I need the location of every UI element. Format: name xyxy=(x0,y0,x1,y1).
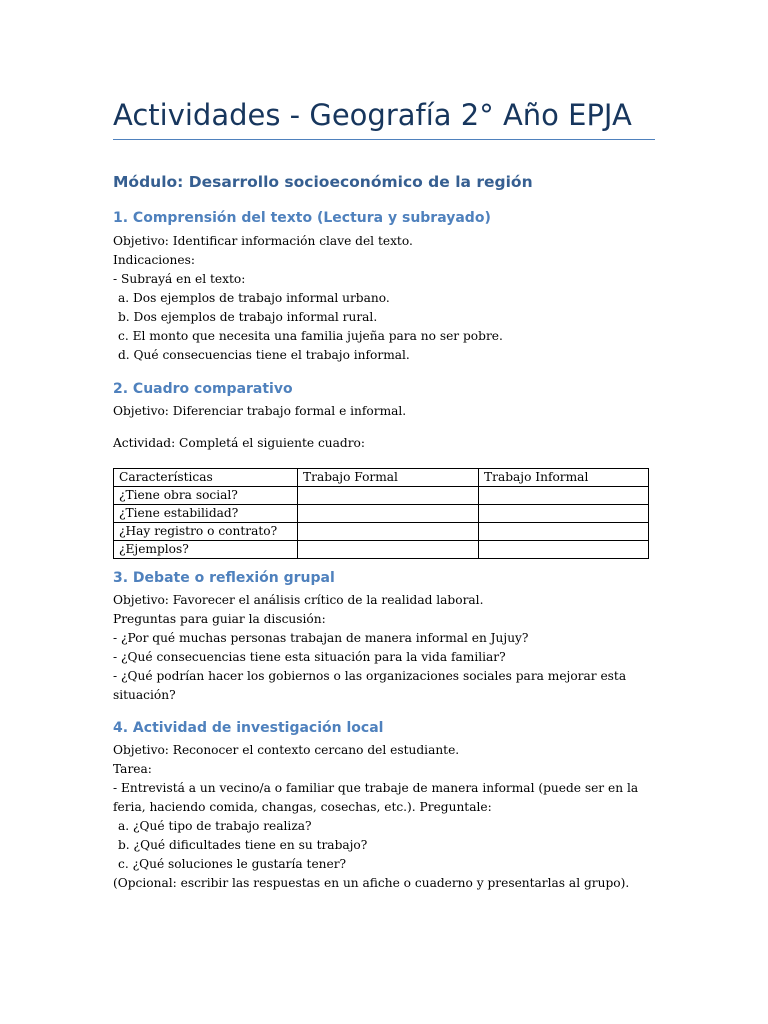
s1-line: b. Dos ejemplos de trabajo informal rural. xyxy=(118,310,378,324)
table-cell: ¿Tiene estabilidad? xyxy=(114,505,298,523)
s3-line: - ¿Por qué muchas personas trabajan de manera informal en Jujuy? xyxy=(113,631,529,645)
table-cell xyxy=(298,541,479,559)
s4-line: Tarea: xyxy=(113,762,152,776)
section-1-heading: 1. Comprensión del texto (Lectura y subrayado) xyxy=(113,210,491,226)
section-2-activity xyxy=(113,434,655,453)
table-cell: ¿Tiene obra social? xyxy=(114,487,298,505)
section-3-heading: 3. Debate o reflexión grupal xyxy=(113,570,335,586)
table-row xyxy=(114,541,649,559)
s4-line: c. ¿Qué soluciones le gustaría tener? xyxy=(118,857,347,871)
section-4-body xyxy=(113,741,655,893)
table-header-cell: Características xyxy=(114,469,298,487)
table-row xyxy=(114,523,649,541)
document-title: Actividades - Geografía 2° Año EPJA xyxy=(113,98,632,132)
section-4-heading: 4. Actividad de investigación local xyxy=(113,720,384,736)
table-cell xyxy=(479,505,649,523)
s3-line: Objetivo: Favorecer el análisis crítico de la realidad laboral. xyxy=(113,593,484,607)
table-cell xyxy=(479,523,649,541)
s1-line: a. Dos ejemplos de trabajo informal urbano. xyxy=(118,291,390,305)
s3-line: - ¿Qué consecuencias tiene esta situación para la vida familiar? xyxy=(113,650,506,664)
title-underline xyxy=(113,139,655,140)
s4-line: - Entrevistá a un vecino/a o familiar que trabaje de manera informal (puede ser en la feria, haciendo comida, changas, cosechas, etc.). Preguntale: xyxy=(113,781,639,814)
table-cell xyxy=(479,541,649,559)
s2-activity: Actividad: Completá el siguiente cuadro: xyxy=(113,436,365,450)
table-header-row xyxy=(114,469,649,487)
s1-line: - Subrayá en el texto: xyxy=(113,272,246,286)
s1-line: Objetivo: Identificar información clave del texto. xyxy=(113,234,413,248)
table-row xyxy=(114,487,649,505)
table-cell xyxy=(298,487,479,505)
s1-line: c. El monto que necesita una familia jujeña para no ser pobre. xyxy=(118,329,503,343)
table-row xyxy=(114,505,649,523)
table-header-cell: Trabajo Formal xyxy=(298,469,479,487)
table-header-cell: Trabajo Informal xyxy=(479,469,649,487)
comparison-table xyxy=(113,468,649,559)
section-2-heading: 2. Cuadro comparativo xyxy=(113,381,293,397)
section-3-body xyxy=(113,591,655,705)
table-cell xyxy=(298,505,479,523)
s4-line: (Opcional: escribir las respuestas en un afiche o cuaderno y presentarlas al grupo). xyxy=(113,876,630,890)
s4-line: b. ¿Qué dificultades tiene en su trabajo? xyxy=(118,838,368,852)
s3-line: - ¿Qué podrían hacer los gobiernos o las organizaciones sociales para mejorar esta situación? xyxy=(113,669,627,702)
table-cell: ¿Ejemplos? xyxy=(114,541,298,559)
s2-objective: Objetivo: Diferenciar trabajo formal e informal. xyxy=(113,404,407,418)
table-cell xyxy=(298,523,479,541)
table-cell: ¿Hay registro o contrato? xyxy=(114,523,298,541)
s1-line: Indicaciones: xyxy=(113,253,195,267)
s4-line: a. ¿Qué tipo de trabajo realiza? xyxy=(118,819,312,833)
table-cell xyxy=(479,487,649,505)
section-1-body xyxy=(113,232,655,365)
section-2-objective xyxy=(113,402,655,421)
s1-line: d. Qué consecuencias tiene el trabajo informal. xyxy=(118,348,410,362)
s3-line: Preguntas para guiar la discusión: xyxy=(113,612,326,626)
module-heading: Módulo: Desarrollo socioeconómico de la región xyxy=(113,173,533,191)
s4-line: Objetivo: Reconocer el contexto cercano del estudiante. xyxy=(113,743,460,757)
